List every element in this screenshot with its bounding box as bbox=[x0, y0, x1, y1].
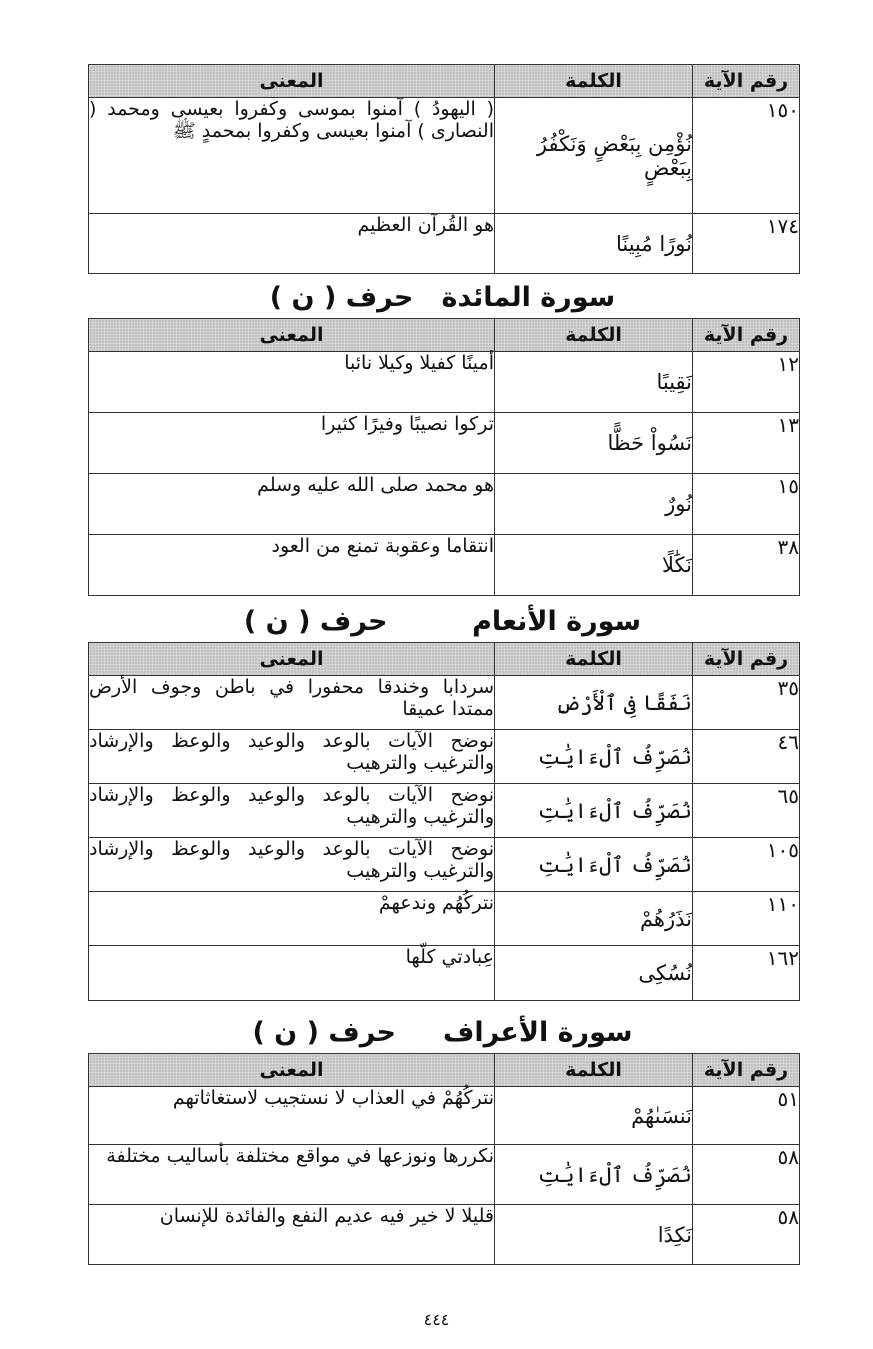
table-anam bbox=[88, 642, 800, 1001]
table-row bbox=[89, 838, 800, 892]
quran-word: نَنسَىٰهُمْ bbox=[495, 1087, 693, 1145]
header-ayah-number: رقم الآية bbox=[693, 65, 800, 98]
quran-word: نَذَرُهُمْ bbox=[495, 892, 693, 946]
section-title-anam: سورة الأنعام حرف ( ن ) bbox=[243, 605, 642, 637]
header-ayah-number: رقم الآية bbox=[693, 319, 800, 352]
section-title-araf: سورة الأعراف حرف ( ن ) bbox=[252, 1016, 633, 1048]
ayah-number: ٥٨ bbox=[693, 1205, 800, 1265]
word-meaning: هو القُرآن العظيم bbox=[89, 214, 495, 274]
table-row bbox=[89, 784, 800, 838]
header-meaning: المعنى bbox=[89, 319, 495, 352]
table-row bbox=[89, 1205, 800, 1265]
word-meaning: قليلا لا خير فيه عديم النفع والفائدة للإنسان bbox=[89, 1205, 495, 1265]
quran-word: نُصَرِّفُ ٱلْءَايَٰتِ bbox=[495, 1145, 693, 1205]
header-ayah-number: رقم الآية bbox=[693, 1054, 800, 1087]
table-header-row bbox=[89, 65, 800, 98]
quran-word: نَفَقًا فِى ٱلْأَرْضِ bbox=[495, 676, 693, 730]
word-meaning: انتقاما وعقوبة تمنع من العود bbox=[89, 535, 495, 596]
header-word: الكلمة bbox=[495, 643, 693, 676]
word-meaning: هو محمد صلى الله عليه وسلم bbox=[89, 474, 495, 535]
table-maidah bbox=[88, 318, 800, 596]
quran-word: نُورًا مُبِينًا bbox=[495, 214, 693, 274]
header-meaning: المعنى bbox=[89, 643, 495, 676]
header-meaning: المعنى bbox=[89, 1054, 495, 1087]
page-number: ٤٤٤ bbox=[423, 1310, 450, 1329]
header-word: الكلمة bbox=[495, 319, 693, 352]
table-row bbox=[89, 413, 800, 474]
quran-word: نَسُواْ حَظًّا bbox=[495, 413, 693, 474]
header-word: الكلمة bbox=[495, 1054, 693, 1087]
table-row bbox=[89, 946, 800, 1001]
table-row bbox=[89, 352, 800, 413]
header-word: الكلمة bbox=[495, 65, 693, 98]
word-meaning: نكررها ونوزعها في مواقع مختلفة بأساليب مختلفة bbox=[89, 1145, 495, 1205]
table-araf bbox=[88, 1053, 800, 1265]
table-row bbox=[89, 730, 800, 784]
ayah-number: ١٥ bbox=[693, 474, 800, 535]
section-title-maidah: سورة المائدة حرف ( ن ) bbox=[269, 281, 616, 313]
table-header-row bbox=[89, 643, 800, 676]
header-ayah-number: رقم الآية bbox=[693, 643, 800, 676]
table-row bbox=[89, 214, 800, 274]
ayah-number: ٦٥ bbox=[693, 784, 800, 838]
ayah-number: ١٧٤ bbox=[693, 214, 800, 274]
quran-word: نُؤْمِن بِبَعْضٍ وَنَكْفُرُ بِبَعْضٍ bbox=[495, 98, 693, 214]
table-header-row bbox=[89, 319, 800, 352]
word-meaning: سردابا وخندقا محفورا في باطن وجوف الأرض ممتدا عميقا bbox=[89, 676, 495, 730]
table-nisa-continuation bbox=[88, 64, 800, 274]
table-row bbox=[89, 1087, 800, 1145]
quran-word: نَكِدًا bbox=[495, 1205, 693, 1265]
table-row bbox=[89, 676, 800, 730]
ayah-number: ١٣ bbox=[693, 413, 800, 474]
table-row bbox=[89, 535, 800, 596]
quran-word: نُصَرِّفُ ٱلْءَايَٰتِ bbox=[495, 730, 693, 784]
quran-word: نُصَرِّفُ ٱلْءَايَٰتِ bbox=[495, 784, 693, 838]
word-meaning: نوضح الآيات بالوعد والوعيد والوعظ والإرشاد والترغيب والترهيب bbox=[89, 838, 495, 892]
word-meaning: عِبادتي كلّها bbox=[89, 946, 495, 1001]
ayah-number: ٣٥ bbox=[693, 676, 800, 730]
quran-word: نَقِيبًا bbox=[495, 352, 693, 413]
ayah-number: ١٢ bbox=[693, 352, 800, 413]
table-row bbox=[89, 892, 800, 946]
quran-word: نَكَٰلًا bbox=[495, 535, 693, 596]
word-meaning: نوضح الآيات بالوعد والوعيد والوعظ والإرشاد والترغيب والترهيب bbox=[89, 784, 495, 838]
ayah-number: ٥٨ bbox=[693, 1145, 800, 1205]
ayah-number: ١٦٢ bbox=[693, 946, 800, 1001]
table-header-row bbox=[89, 1054, 800, 1087]
quran-word: نُصَرِّفُ ٱلْءَايَٰتِ bbox=[495, 838, 693, 892]
table-row bbox=[89, 474, 800, 535]
table-row bbox=[89, 98, 800, 214]
ayah-number: ٤٦ bbox=[693, 730, 800, 784]
word-meaning: ( اليهودُ ) آمنوا بموسى وكفروا بعيسى ومحمد ( النصارى ) آمنوا بعيسى وكفروا بمحمدٍ ﷺ bbox=[89, 98, 495, 214]
word-meaning: نوضح الآيات بالوعد والوعيد والوعظ والإرشاد والترغيب والترهيب bbox=[89, 730, 495, 784]
word-meaning: نتركُهُم وندعهمْ bbox=[89, 892, 495, 946]
quran-word: نُورٌ bbox=[495, 474, 693, 535]
header-meaning: المعنى bbox=[89, 65, 495, 98]
word-meaning: نتركُهُمْ في العذاب لا نستجيب لاستغاثاتهم bbox=[89, 1087, 495, 1145]
word-meaning: تركوا نصيبًا وفيرًا كثيرا bbox=[89, 413, 495, 474]
ayah-number: ٥١ bbox=[693, 1087, 800, 1145]
word-meaning: أمينًا كفيلا وكيلا نائبا bbox=[89, 352, 495, 413]
ayah-number: ١١٠ bbox=[693, 892, 800, 946]
ayah-number: ٣٨ bbox=[693, 535, 800, 596]
ayah-number: ١٥٠ bbox=[693, 98, 800, 214]
table-row bbox=[89, 1145, 800, 1205]
ayah-number: ١٠٥ bbox=[693, 838, 800, 892]
quran-word: نُسُكِى bbox=[495, 946, 693, 1001]
